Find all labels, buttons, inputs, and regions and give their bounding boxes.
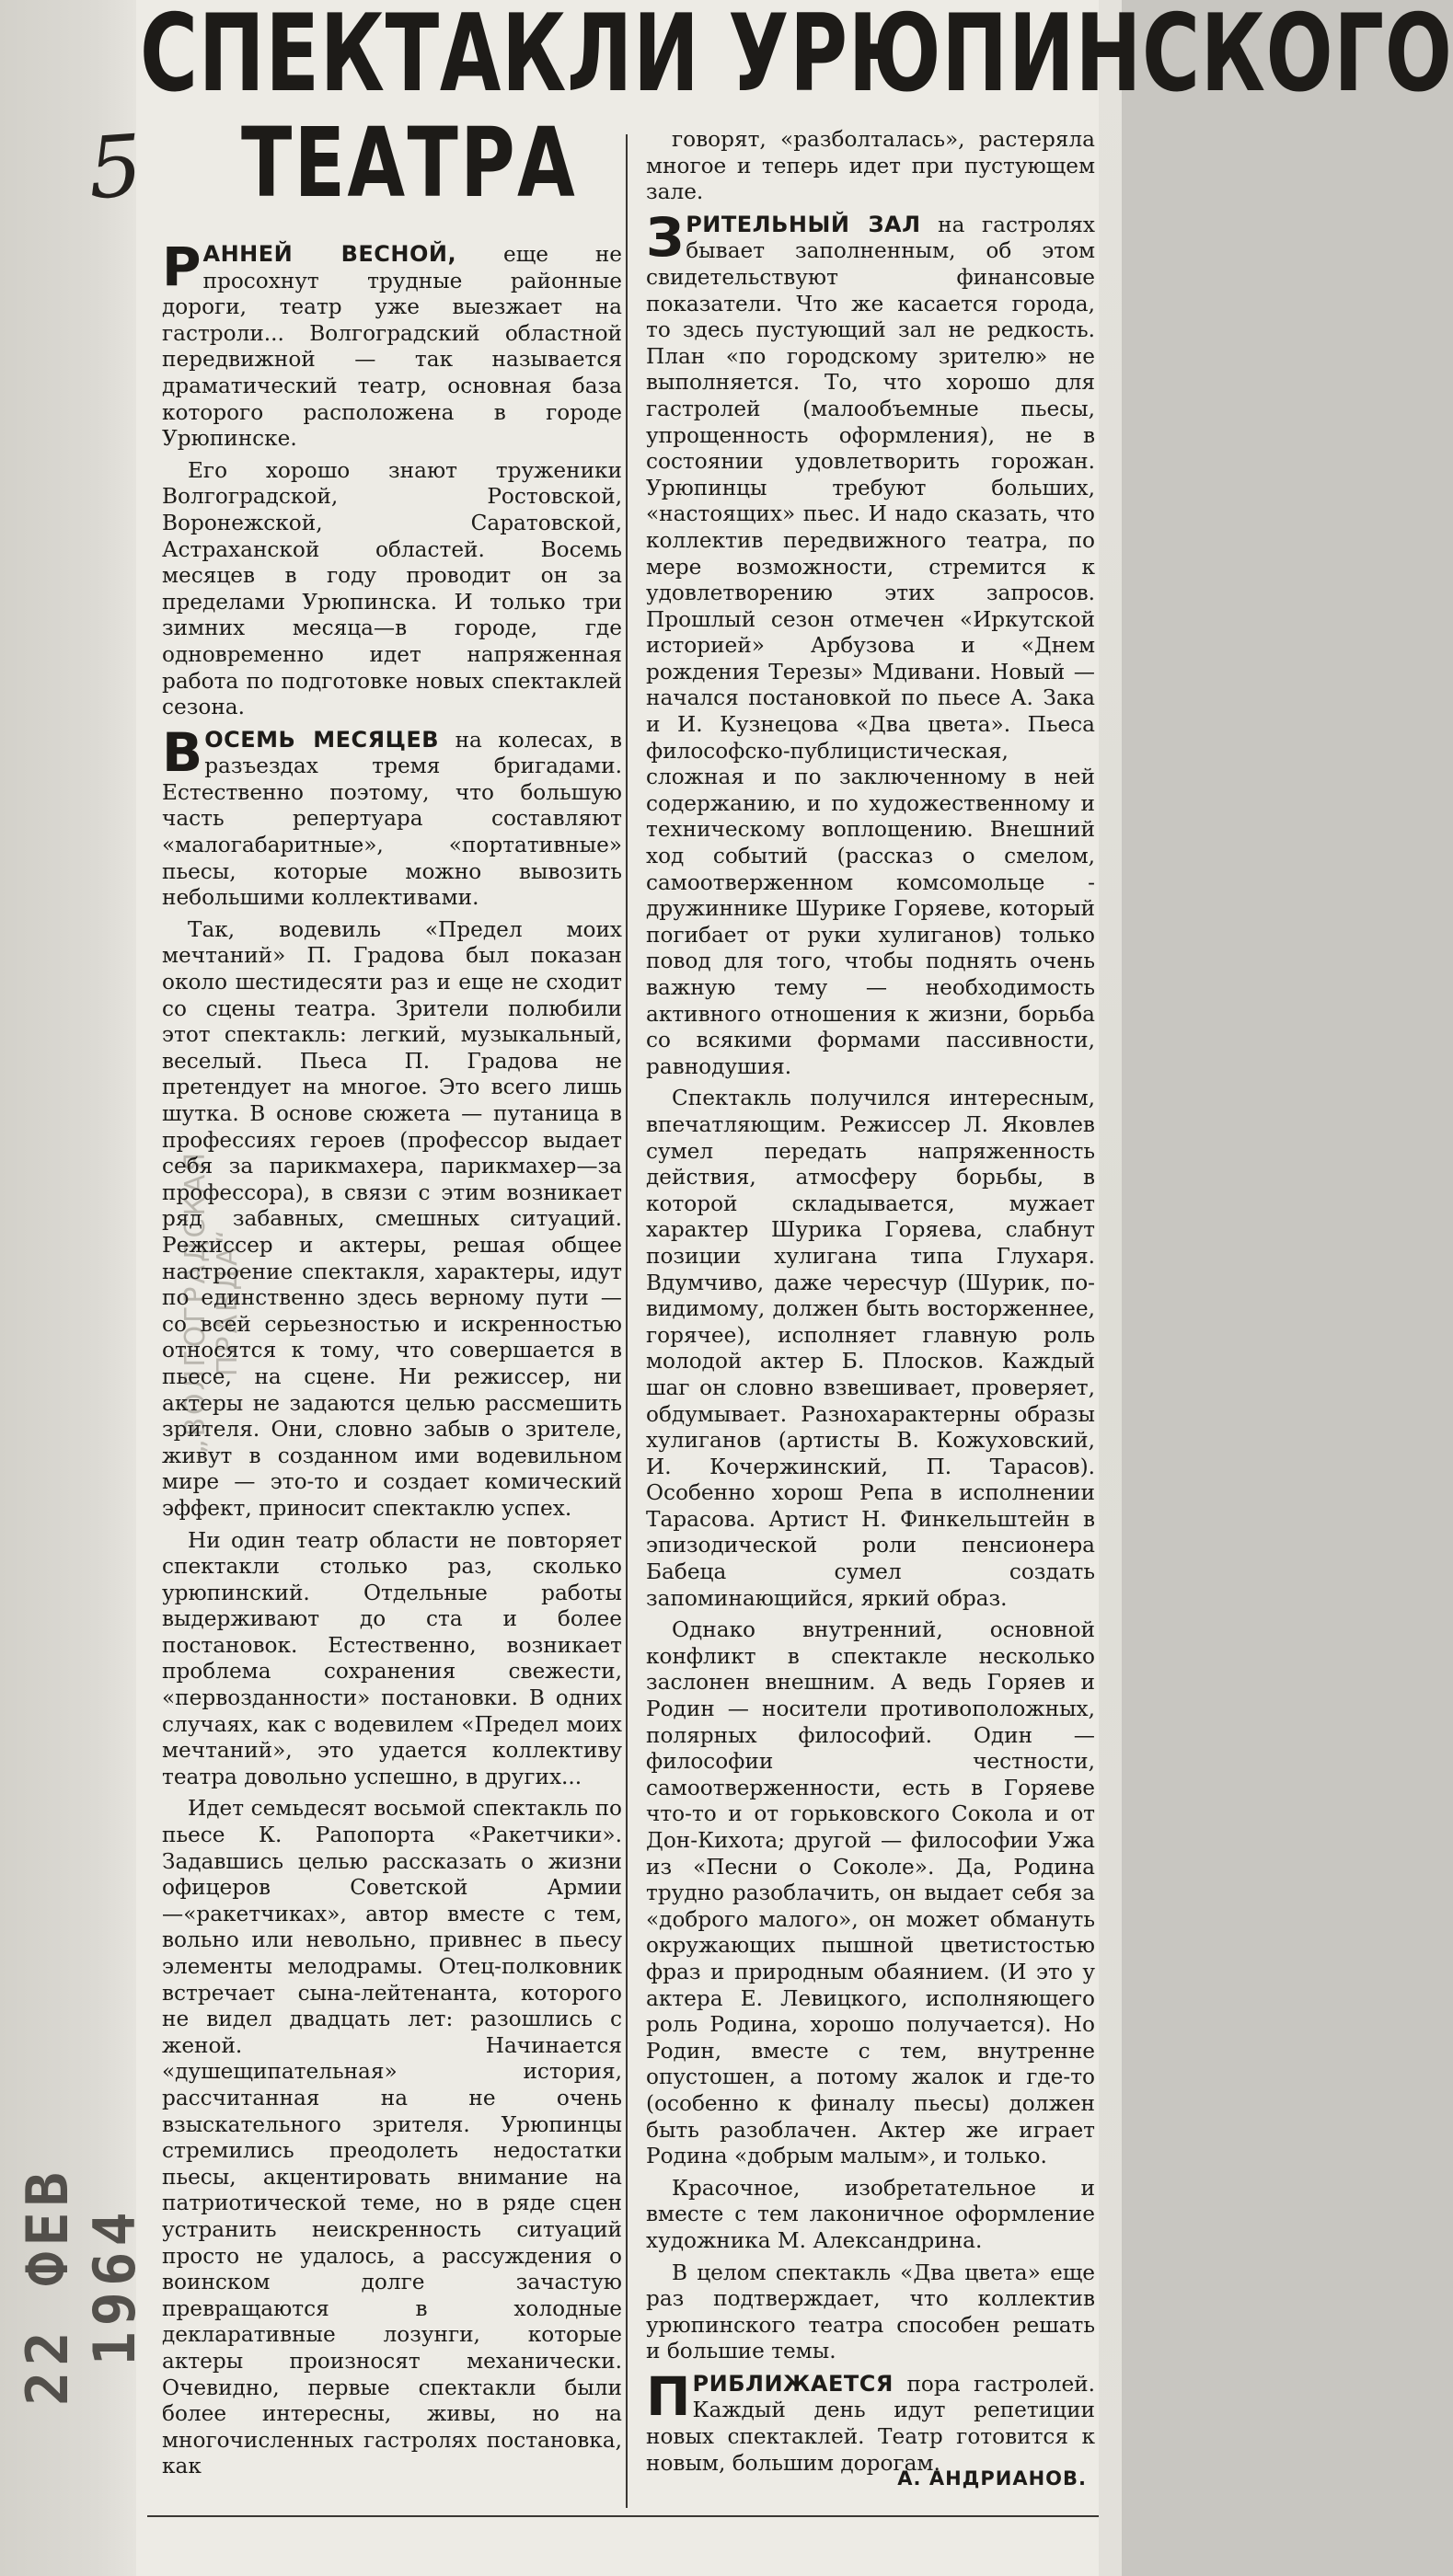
paragraph-text: на гастролях бывает заполненным, об этом свидетельствуют финансовые показатели. Что же касается города, то здесь пустующий зал не редкость. План «по городскому зрителю» не выполняется. То, что хорошо для гастролей (малообъемные пьесы, упрощенность оформления), не в состоянии удовлетворить горожан. Урюпинцы требуют больших, «настоящих» пьес. И надо сказать, что коллектив передвижного театра, по мере возможности, стремится к удовлетворению этих запросов. Прошлый сезон отмечен «Иркутской историей» Арбузова и «Днем рождения Терезы» Мдивани. Новый — начался постановкой по пьесе А. Зака и И. Кузнецова «Два цвета». Пьеса философско-публицистическая, сложная и по заключенному в ней содержанию, и по художественному и техническому воплощению. Внешний ход событий (рассказ о смелом, самоотверженном комсомольце - дружиннике Шурике Горяеве, который погибает от руки хулиганов) только повод для того, чтобы поднять очень важную тему — необходимость активного отношения к жизни, борьба со всякими формами пассивности, равнодушия. bbox=[646, 212, 1095, 1079]
article-column-right bbox=[646, 127, 1095, 2482]
paragraph-text: еще не просохнут трудные районные дороги, театр уже выезжает на гастроли... Волгоградский областной передвижной — так называется драматический театр, основная база которого расположена в городе Урюпинске. bbox=[162, 242, 623, 452]
paragraph bbox=[162, 236, 623, 453]
drop-cap: В bbox=[162, 720, 203, 784]
handwritten-page-number: 5 bbox=[85, 116, 146, 219]
section-lead: АННЕЙ ВЕСНОЙ, bbox=[202, 241, 457, 267]
section-lead: РИТЕЛЬНЫЙ ЗАЛ bbox=[686, 211, 921, 237]
author-byline: А. АНДРИАНОВ. bbox=[897, 2467, 1087, 2490]
section-lead: РИБЛИЖАЕТСЯ bbox=[692, 2370, 894, 2397]
paragraph: Спектакль получился интересным, впечатляющим. Режиссер Л. Яковлев сумел передать напряженность действия, атмосферу борьбы, в которой складывается, мужает характер Шурика Горяева, слабнут позиции хулигана типа Глухаря. Вдумчиво, даже чересчур (Шурик, по-видимому, должен быть восторженнее, горячее), исполняет главную роль молодой актер Б. Плосков. Каждый шаг он словно взвешивает, проверяет, обдумывает. Разнохарактерны образы хулиганов (артисты В. Кожуховский, И. Кочержинский, П. Тарасов). Особенно хорош Репа в исполнении Тарасова. Артист Н. Финкельштейн в эпизодической роли пенсионера Бабеца сумел создать запоминающийся, яркий образ. bbox=[646, 1086, 1095, 1611]
paragraph: Его хорошо знают труженики Волгоградской, Ростовской, Воронежской, Саратовской, Астраханской областей. Восемь месяцев в году проводит он за пределами Урюпинска. И только три зимних месяца—в городе, где одновременно идет напряженная работа по подготовке новых спектаклей сезона. bbox=[162, 457, 622, 720]
paragraph bbox=[162, 720, 622, 912]
date-stamp: 22 ФЕВ 1964 bbox=[14, 2167, 148, 2406]
paragraph bbox=[646, 2364, 1095, 2477]
drop-cap: З bbox=[646, 205, 685, 269]
article-column-left bbox=[162, 236, 623, 2504]
paragraph bbox=[646, 205, 1095, 1081]
paragraph: говорят, «разболталась», растеряла многое и теперь идет при пустующем зале. bbox=[646, 127, 1095, 205]
drop-cap: Р bbox=[162, 236, 202, 298]
headline-line-2: ТЕАТРА bbox=[241, 107, 578, 219]
paragraph: Однако внутренний, основной конфликт в спектакле несколько заслонен внешним. А ведь Горяев и Родин — носители противоположных, полярных философий. Один — философии честности, самоотверженности, есть в Горяеве что-то и от горьковского Сокола и от Дон-Кихота; другой — философии Ужа из «Песни о Соколе». Да, Родина трудно разоблачить, он выдает себя за «доброго малого», он может обмануть окружающих пышной цветистостью фраз и природным обаянием. (И это у актера Е. Левицкого, исполняющего роль Родина, хорошо получается). Но Родин, вместе с тем, внутренне опустошен, а потому жалок и где-то (особенно к финалу пьесы) должен быть разоблачен. Актер же играет Родина «добрым малым», и только. bbox=[646, 1617, 1095, 2169]
headline-line-1: СПЕКТАКЛИ УРЮПИНСКОГО bbox=[140, 0, 1453, 116]
paragraph: Красочное, изобретательное и вместе с тем лаконичное оформление художника М. Александрина. bbox=[646, 2175, 1095, 2253]
section-lead: ОСЕМЬ МЕСЯЦЕВ bbox=[204, 726, 440, 753]
paragraph-text: на колесах, в разъездах тремя бригадами. Естественно поэтому, что большую часть репертуара составляют «малогабаритные», «портативные» пьесы, которые можно вывозить небольшими коллективами. bbox=[162, 727, 622, 911]
column-divider bbox=[626, 134, 628, 2508]
paragraph: Так, водевиль «Предел моих мечтаний» П. Градова был показан около шестидесяти раз и еще не сходит со сцены театра. Зрители полюбили этот спектакль: легкий, музыкальный, веселый. Пьеса П. Градова не претендует на многое. Это всего лишь шутка. В основе сюжета — путаница в профессиях героев (профессор выдает себя за парикмахера, парикмахер—за профессора), в связи с этим возникает ряд забавных, смешных ситуаций. Режиссер и актеры, решая общее настроение спектакля, характеры, идут по единственно здесь верному пути — со всей серьезностью и искренностью относятся к тому, что совершается в пьесе, на сцене. Ни режиссер, ни актеры не задаются целью рассмешить зрителя. Они, словно забыв о зрителе, живут в созданном ими водевильном мире — это-то и создает комический эффект, приносит спектаклю успех. bbox=[162, 916, 622, 1521]
drop-cap: П bbox=[646, 2364, 691, 2428]
paragraph: В целом спектакль «Два цвета» еще раз подтверждает, что коллектив урюпинского театра способен решать и большие темы. bbox=[646, 2260, 1095, 2364]
paragraph-text: пора гастролей. Каждый день идут репетиции новых спектаклей. Театр готовится к новым, большим дорогам. bbox=[646, 2371, 1095, 2476]
paragraph: Идет семьдесят восьмой спектакль по пьесе К. Рапопорта «Ракетчики». Задавшись целью рассказать о жизни офицеров Советской Армии—«ракетчиках», автор вместе с тем, вольно или невольно, привнес в пьесу элементы мелодрамы. Отец-полковник встречает сына-лейтенанта, которого не видел двадцать лет: разошлись с женой. Начинается «душещипательная» история, рассчитанная на не очень взыскательного зрителя. Урюпинцы стремились преодолеть недостатки пьесы, акцентировать внимание на патриотической теме, но в ряде сцен устранить неискренность ситуаций просто не удалось, а рассуждения о воинском долге зачастую превращаются в холодные декларативные лозунги, которые актеры произносят механически. Очевидно, первые спектакли были более интересны, живы, но на многочисленных гастролях постановка, как bbox=[162, 1796, 622, 2479]
bottom-rule bbox=[147, 2515, 1099, 2517]
newspaper-name-stamp: „ВОЛГОГРАДСКАЯ ПРАВДА“ bbox=[179, 1149, 244, 1455]
paragraph: Ни один театр области не повторяет спектакли столько раз, сколько урюпинский. Отдельные работы выдерживают до ста и более постановок. Естественно, возникает проблема сохранения свежести, «первозданности» постановки. В одних случаях, как с водевилем «Предел моих мечтаний», это удается коллективу театра довольно успешно, в других... bbox=[162, 1527, 622, 1789]
